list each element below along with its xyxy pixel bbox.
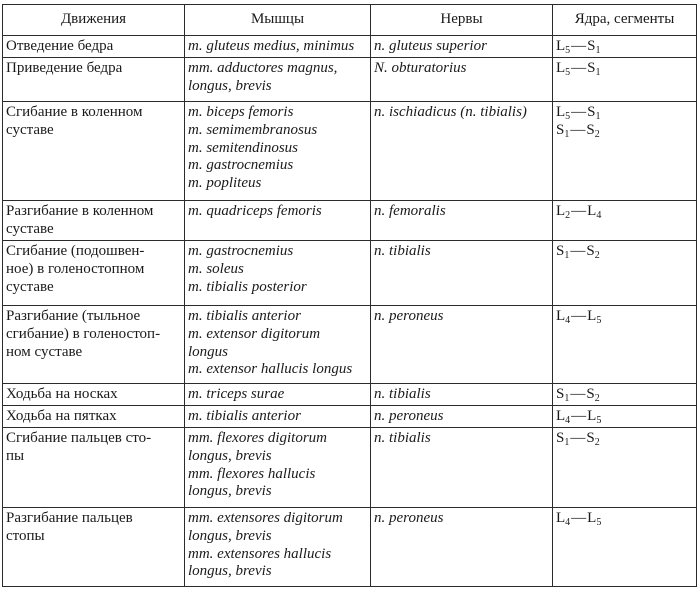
table-row [3,508,697,587]
segment-start-number: 1 [564,437,570,448]
segment-start-number: 1 [564,393,570,404]
segment-start-number: 5 [565,45,571,56]
range-dash: — [571,60,587,76]
movement-text: Ходьба на пятках [6,408,117,424]
segment-end-letter: S [586,121,595,138]
segment-end-number: 1 [595,111,601,122]
segment-end-letter: L [587,408,597,424]
table-row [3,428,697,508]
segment-end-number: 5 [596,517,602,528]
muscle-text: m. gastrocnemius [188,157,294,174]
header-muscles: Мышцы [185,5,371,36]
segment-start-number: 5 [565,111,571,122]
table-row [3,384,697,406]
cell-muscles [185,36,371,58]
muscle-text: mm. flexores digitorum [188,430,328,446]
cell-movement [3,58,185,102]
segment-start-number: 5 [565,67,571,78]
cell-muscles [185,58,371,102]
segment-range [556,430,693,448]
segment-end-number: 5 [596,415,602,426]
cell-muscles [185,102,371,201]
muscle-text: m. gastrocnemius [188,243,294,259]
cell-muscles [185,201,371,241]
segment-end-number: 2 [594,393,600,404]
movement-text: суставе [6,121,54,138]
muscle-text: m. soleus [188,260,244,277]
cell-movement [3,384,185,406]
segment-start-letter: S [556,430,565,446]
muscle-text: m. triceps surae [188,386,285,402]
range-dash: — [571,408,587,424]
muscle-text: m. semitendinosus [188,139,298,156]
movement-text: ном суставе [6,343,83,360]
table-row [3,201,697,241]
range-dash: — [571,104,587,120]
muscle-text: longus, brevis [188,483,272,500]
cell-nerves [371,508,553,587]
segment-end-letter: S [587,104,596,120]
range-dash: — [571,308,587,324]
cell-segments [553,428,697,508]
segment-start-number: 4 [565,517,571,528]
header-row [3,5,697,36]
cell-segments [553,406,697,428]
movement-text: стопы [6,527,45,544]
segment-start-letter: L [556,308,566,324]
cell-segments [553,36,697,58]
segment-start-letter: S [556,243,565,259]
header-movement: Движения [3,5,185,36]
muscle-text: m. extensor digitorum [188,325,321,342]
cell-movement [3,306,185,384]
segment-end-letter: L [587,510,597,526]
cell-nerves [371,36,553,58]
segment-range [556,104,693,122]
cell-segments [553,58,697,102]
range-dash: — [570,430,586,446]
cell-nerves [371,201,553,241]
muscle-text: m. quadriceps femoris [188,203,322,219]
muscle-text: longus, brevis [188,447,272,464]
cell-segments [553,241,697,306]
movement-text: Приведение бедра [6,60,123,76]
muscle-text: m. tibialis posterior [188,278,307,295]
muscle-text: mm. flexores hallucis [188,465,316,482]
table-row [3,58,697,102]
range-dash: — [570,243,586,259]
nerve-text: n. femoralis [374,203,446,219]
cell-movement [3,36,185,58]
table-body [3,36,697,587]
table-row [3,241,697,306]
cell-nerves [371,306,553,384]
muscle-text: mm. extensores digitorum [188,510,343,526]
table-row [3,102,697,201]
header-nerves: Нервы [371,5,553,36]
segment-end-letter: L [587,203,597,219]
muscle-text: m. semimembranosus [188,121,318,138]
segment-end-number: 5 [596,315,602,326]
cell-nerves [371,241,553,306]
nerve-text: n. gluteus superior [374,38,487,54]
range-dash: — [570,386,586,402]
segment-range [556,38,693,56]
segment-end-letter: S [586,386,595,402]
segment-start-letter: S [556,386,565,402]
movement-text: Отведение бедра [6,38,114,54]
muscle-text: m. tibialis anterior [188,308,301,324]
movement-text: пы [6,447,25,464]
segment-start-number: 1 [564,128,570,140]
table-row [3,36,697,58]
muscle-text: m. biceps femoris [188,104,294,120]
movement-text: суставе [6,278,54,295]
muscle-text: m. gluteus medius, minimus [188,38,355,54]
segment-end-number: 1 [595,67,601,78]
muscle-text: mm. extensores hallucis [188,545,332,562]
range-dash: — [570,121,586,138]
movement-text: Разгибание в коленном [6,203,154,219]
segment-start-number: 1 [564,250,570,261]
segment-start-letter: L [556,510,566,526]
range-dash: — [571,203,587,219]
segment-start-number: 4 [565,415,571,426]
movement-text: Сгибание пальцев сто- [6,430,152,446]
muscle-text: m. popliteus [188,175,262,192]
cell-nerves [371,58,553,102]
nerve-text: N. obturatorius [374,60,467,76]
segment-end-number: 2 [594,437,600,448]
segment-start-letter: L [556,203,566,219]
cell-muscles [185,384,371,406]
movement-text: Сгибание в коленном [6,104,143,120]
header-segments: Ядра, сегменты [553,5,697,36]
segment-end-number: 4 [596,210,602,221]
muscle-text: longus, brevis [188,77,272,94]
range-dash: — [571,510,587,526]
table-row [3,406,697,428]
movement-text: суставе [6,220,54,237]
nerve-text: n. tibialis [374,386,431,402]
cell-muscles [185,508,371,587]
movement-text: Ходьба на носках [6,386,118,402]
segment-start-number: 2 [565,210,571,221]
movement-text: сгибание) в голеностоп- [6,325,161,342]
segment-start-letter: L [556,60,566,76]
cell-muscles [185,406,371,428]
segment-end-letter: L [587,308,597,324]
segment-start-letter: L [556,38,566,54]
muscle-text: m. tibialis anterior [188,408,301,424]
nerve-text: n. tibialis [374,243,431,259]
cell-movement [3,508,185,587]
segment-start-letter: L [556,408,566,424]
segment-range [556,122,693,140]
cell-movement [3,201,185,241]
cell-segments [553,306,697,384]
movement-text: Разгибание пальцев [6,510,133,526]
range-dash: — [571,38,587,54]
nerve-text: n. tibialis [374,430,431,446]
segment-end-letter: S [587,38,596,54]
segment-range [556,243,693,261]
segment-range [556,386,693,404]
cell-movement [3,406,185,428]
muscle-text: longus [188,343,229,360]
muscle-text: longus, brevis [188,527,272,544]
segment-range [556,308,693,326]
segment-end-number: 1 [595,45,601,56]
cell-nerves [371,428,553,508]
cell-nerves [371,406,553,428]
table-row [3,306,697,384]
segment-range [556,203,693,221]
segment-range [556,408,693,426]
cell-segments [553,508,697,587]
segment-end-letter: S [586,243,595,259]
segment-start-letter: L [556,104,566,120]
cell-muscles [185,241,371,306]
muscle-text: m. extensor hallucis longus [188,361,353,378]
cell-nerves [371,384,553,406]
cell-segments [553,384,697,406]
segment-range [556,60,693,78]
segment-start-letter: S [556,121,565,138]
movement-text: Разгибание (тыльное [6,308,141,324]
cell-segments [553,102,697,201]
muscle-text: longus, brevis [188,563,272,580]
cell-segments [553,201,697,241]
nerve-text: n. peroneus [374,510,444,526]
cell-muscles [185,306,371,384]
movement-text: Сгибание (подошвен- [6,243,145,259]
movement-text: ное) в голеностопном [6,260,145,277]
cell-movement [3,428,185,508]
muscle-text: mm. adductores magnus, [188,60,338,76]
cell-muscles [185,428,371,508]
cell-movement [3,241,185,306]
segment-end-number: 2 [594,128,600,140]
nerve-text: n. peroneus [374,408,444,424]
innervation-table [2,4,697,587]
segment-end-number: 2 [594,250,600,261]
cell-movement [3,102,185,201]
nerve-text: n. peroneus [374,308,444,324]
segment-range [556,510,693,528]
cell-nerves [371,102,553,201]
nerve-text: n. ischiadicus (n. tibialis) [374,104,527,120]
segment-start-number: 4 [565,315,571,326]
segment-end-letter: S [587,60,596,76]
segment-end-letter: S [586,430,595,446]
